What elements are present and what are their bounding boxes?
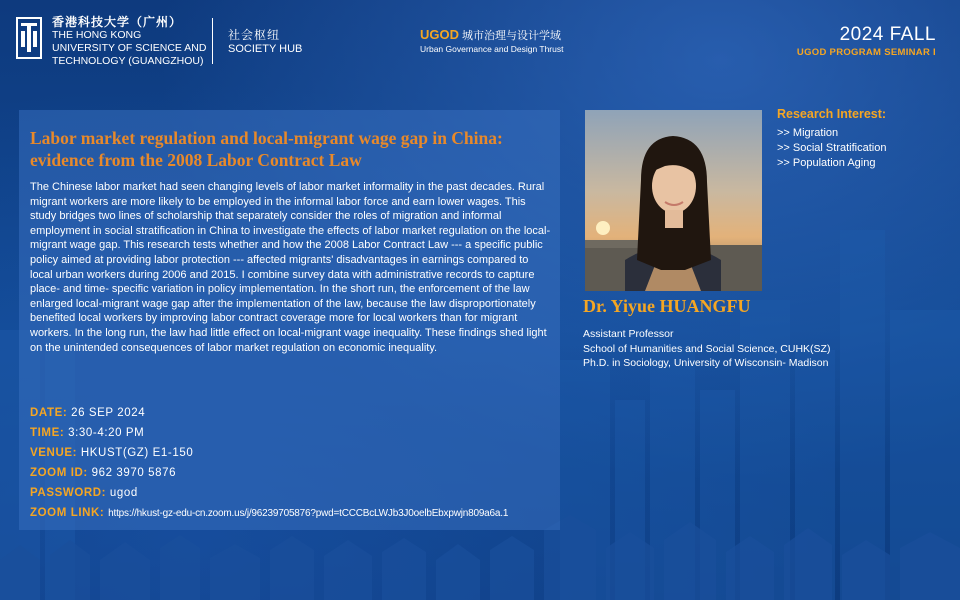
date-value: 26 SEP 2024 — [71, 407, 146, 419]
university-name-en-3: TECHNOLOGY (GUANGZHOU) — [52, 55, 204, 67]
university-name — [52, 16, 206, 68]
society-hub — [228, 28, 302, 56]
header-divider — [212, 18, 213, 64]
research-item-aging: >> Population Aging — [777, 157, 876, 169]
password-label: PASSWORD: — [30, 487, 107, 499]
talk-title: Labor market regulation and local-migrant wage gap in China: evidence from the 2008 Labor Contract Law — [30, 128, 503, 170]
header — [0, 0, 960, 90]
hkust-gz-logo-icon — [16, 17, 42, 59]
zoom-link-row — [30, 503, 508, 523]
password-row — [30, 483, 508, 503]
time-row — [30, 423, 508, 443]
venue-label: VENUE: — [30, 447, 78, 459]
talk-abstract: The Chinese labor market had seen changing levels of labor market informality in the past decades. Rural migrant workers are more likely to be employed in the informal labor force and earn lower wages. This study bridges two lines of scholarship that separately consider the roles of migration and informal employment in social stratification in China to investigate the effects of labor market regulation on the local-migrant wage gap. This research tests whether and how the 2008 Labor Contract Law --- a specific public policy aimed at providing labor protection --- affected migrants' disadvantages in earnings compared to local urban workers during 2006 and 2015. I combine survey data with administrative records to capture place- and time- specific variation in policy implementation. In the short run, the enforcement of the law enlarged local-migrant wage gap after the implementation of the law, because the law disproportionately benefited local workers by improving labor contract coverage more for local workers than for migrant workers. In the long run, the law had little effect on local-migrant wage inequality. These findings shed light on the unintended consequences of labor market regulation on economic inequality. — [30, 181, 551, 354]
university-name-en-2: UNIVERSITY OF SCIENCE AND — [52, 42, 207, 54]
speaker-school: School of Humanities and Social Science, CUHK(SZ) — [583, 342, 831, 355]
research-heading: Research Interest: — [777, 107, 887, 121]
zoom-link-label: ZOOM LINK: — [30, 507, 105, 519]
university-name-cn: 香港科技大学（广州） — [52, 15, 183, 29]
speaker-name: Dr. Yiyue HUANGFU — [583, 296, 751, 316]
zoom-id-label: ZOOM ID: — [30, 467, 88, 479]
research-item-migration: >> Migration — [777, 127, 839, 139]
speaker-info — [583, 327, 830, 371]
speaker-position: Assistant Professor — [583, 328, 674, 340]
time-label: TIME: — [30, 427, 65, 439]
zoom-id-value: 962 3970 5876 — [91, 467, 177, 479]
date-label: DATE: — [30, 407, 68, 419]
speaker-photo — [585, 110, 762, 291]
research-interest — [777, 107, 886, 171]
ugod-thrust — [420, 27, 563, 54]
zoom-link[interactable]: https://hkust-gz-edu-cn.zoom.us/j/96239705876?pwd=tCCCBcLWJb3J0oelbEbxpwjn809a6a.1 — [108, 508, 509, 519]
venue-value: HKUST(GZ) E1-150 — [80, 447, 194, 459]
password-value: ugod — [109, 487, 138, 499]
ugod-label: UGOD — [420, 27, 459, 42]
venue-row — [30, 443, 508, 463]
ugod-en: Urban Governance and Design Thrust — [420, 44, 564, 54]
research-item-stratification: >> Social Stratification — [777, 142, 887, 154]
speaker-photo-illustration — [585, 110, 762, 291]
time-value: 3:30-4:20 PM — [68, 427, 145, 439]
society-hub-en: SOCIETY HUB — [228, 43, 303, 55]
university-name-en-1: THE HONG KONG — [52, 29, 142, 41]
ugod-cn: 城市治理与设计学域 — [462, 30, 561, 42]
program-title: UGOD PROGRAM SEMINAR I — [796, 47, 936, 58]
zoom-id-row — [30, 463, 508, 483]
season-title: 2024 FALL — [839, 24, 936, 45]
event-details — [30, 403, 508, 523]
society-hub-cn: 社会枢纽 — [228, 28, 281, 42]
date-row — [30, 403, 508, 423]
speaker-degree: Ph.D. in Sociology, University of Wisconsin- Madison — [583, 357, 829, 369]
seminar-season — [797, 24, 936, 58]
